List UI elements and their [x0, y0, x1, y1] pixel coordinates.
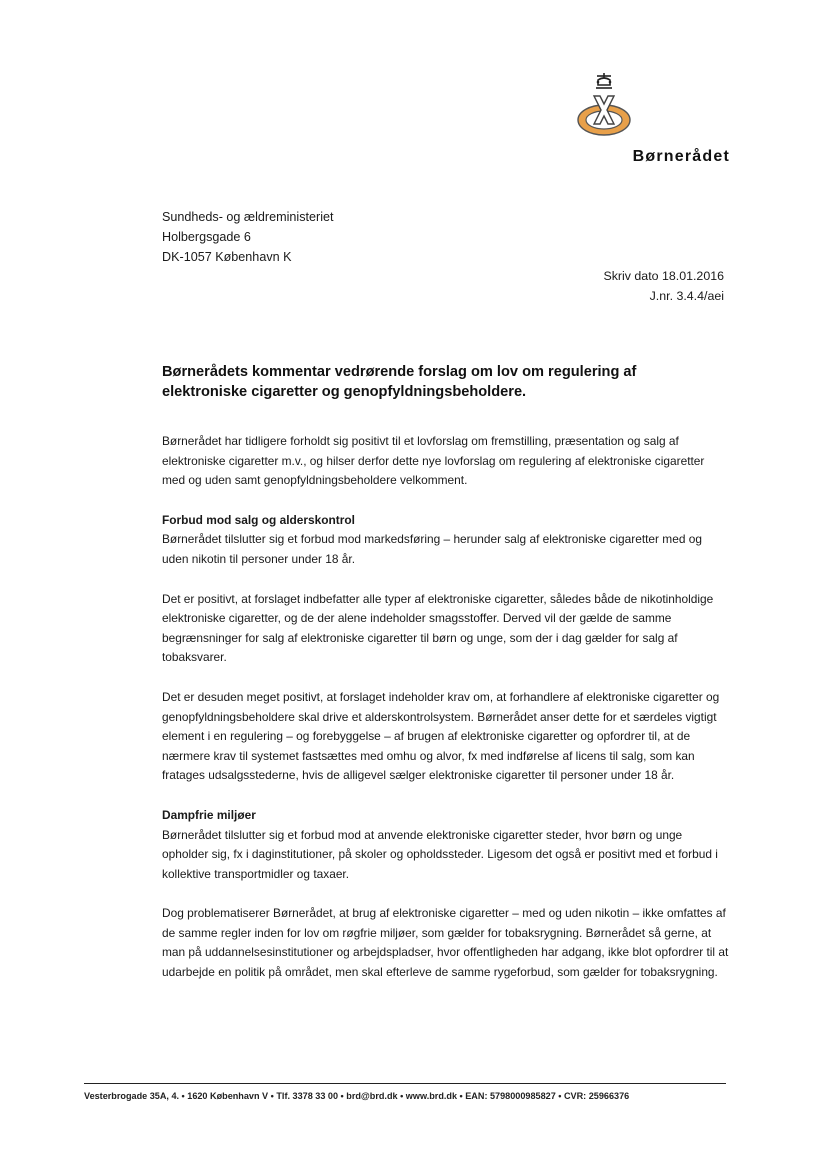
recipient-line: Sundheds- og ældreministeriet [162, 210, 334, 224]
recipient-address [162, 207, 334, 267]
paragraph: Det er desuden meget positivt, at forslaget indeholder krav om, at forhandlere af elektroniske cigaretter og genopfyldningsbeholdere skal drive et alderskontrolsystem. Børnerådet anser dette for et særdeles vigtigt element i en regulering – og forebyggelse – af brugen af elektroniske cigaretter og opfordrer til, at de nærmere krav til systemet fastsættes med omhu og alvor, fx med indførelse af licens til salg, som kan fratages udsalgsstederne, hvis de alligevel sælger elektroniske cigaretter til personer under 18 år. [162, 689, 720, 783]
paragraph: Børnerådet tilslutter sig et forbud mod at anvende elektroniske cigaretter steder, hvor børn og unge opholder sig, fx i daginstitutioner, på skoler og opholdssteder. Ligesom det også er positivt med et forbud i kollektive transportmidler og taxaer. [162, 827, 718, 881]
crown-cross-emblem-icon [574, 72, 634, 142]
paragraph: Dog problematiserer Børnerådet, at brug af elektroniske cigaretter – med og uden nikotin – ikke omfattes af de samme regler inden for lov om røgfrie miljøer, som gælder for tobaksrygning. Børnerådet så gerne, at man på uddannelsesinstitutioner og arbejdspladser, hvor offentligheden har adgang, ikke blot opfordrer til at udarbejde en politik på området, men skal efterleve de samme rygeforbud, som gælder for tobaksrygning. [162, 906, 729, 980]
intro-paragraph: Børnerådet har tidligere forholdt sig positivt til et lovforslag om fremstilling, præsentation og salg af elektroniske cigaretter m.v., og hilser derfor dette nye lovforslag om regulering af elektroniske cigaretter med og uden samt genopfyldningsbeholdere velkomment. [162, 434, 705, 488]
date-block [560, 266, 724, 306]
letter-date: Skriv dato 18.01.2016 [603, 269, 724, 283]
recipient-line: Holbergsgade 6 [162, 230, 251, 244]
recipient-line: DK-1057 København K [162, 250, 292, 264]
paragraph: Det er positivt, at forslaget indbefatter alle typer af elektroniske cigaretter, således både de nikotinholdige elektroniske cigaretter, og de der alene indeholder smagsstoffer. Derved vil der gælde de samme begrænsninger for salg af elektroniske cigaretter til børn og unge, som der i dag gælder for salg af tobaksvarer. [162, 591, 714, 665]
footer-contact: Vesterbrogade 35A, 4. • 1620 København V • Tlf. 3378 33 00 • brd@brd.dk • www.brd.dk • EAN: 5798000985827 • CVR: 25966376 [84, 1091, 630, 1101]
section-heading: Forbud mod salg og alderskontrol [162, 512, 355, 527]
footer-divider [84, 1083, 726, 1084]
journal-number: J.nr. 3.4.4/aei [649, 289, 724, 303]
organization-name: Børnerådet [632, 148, 730, 165]
letter-body [162, 432, 730, 1003]
letter-title: Børnerådets kommentar vedrørende forslag om lov om regulering af elektroniske cigaretter og genopfyldningsbeholdere. [162, 364, 637, 400]
section-heading: Dampfrie miljøer [162, 807, 256, 822]
paragraph: Børnerådet tilslutter sig et forbud mod markedsføring – herunder salg af elektroniske cigaretter med og uden nikotin til personer under 18 år. [162, 532, 702, 566]
